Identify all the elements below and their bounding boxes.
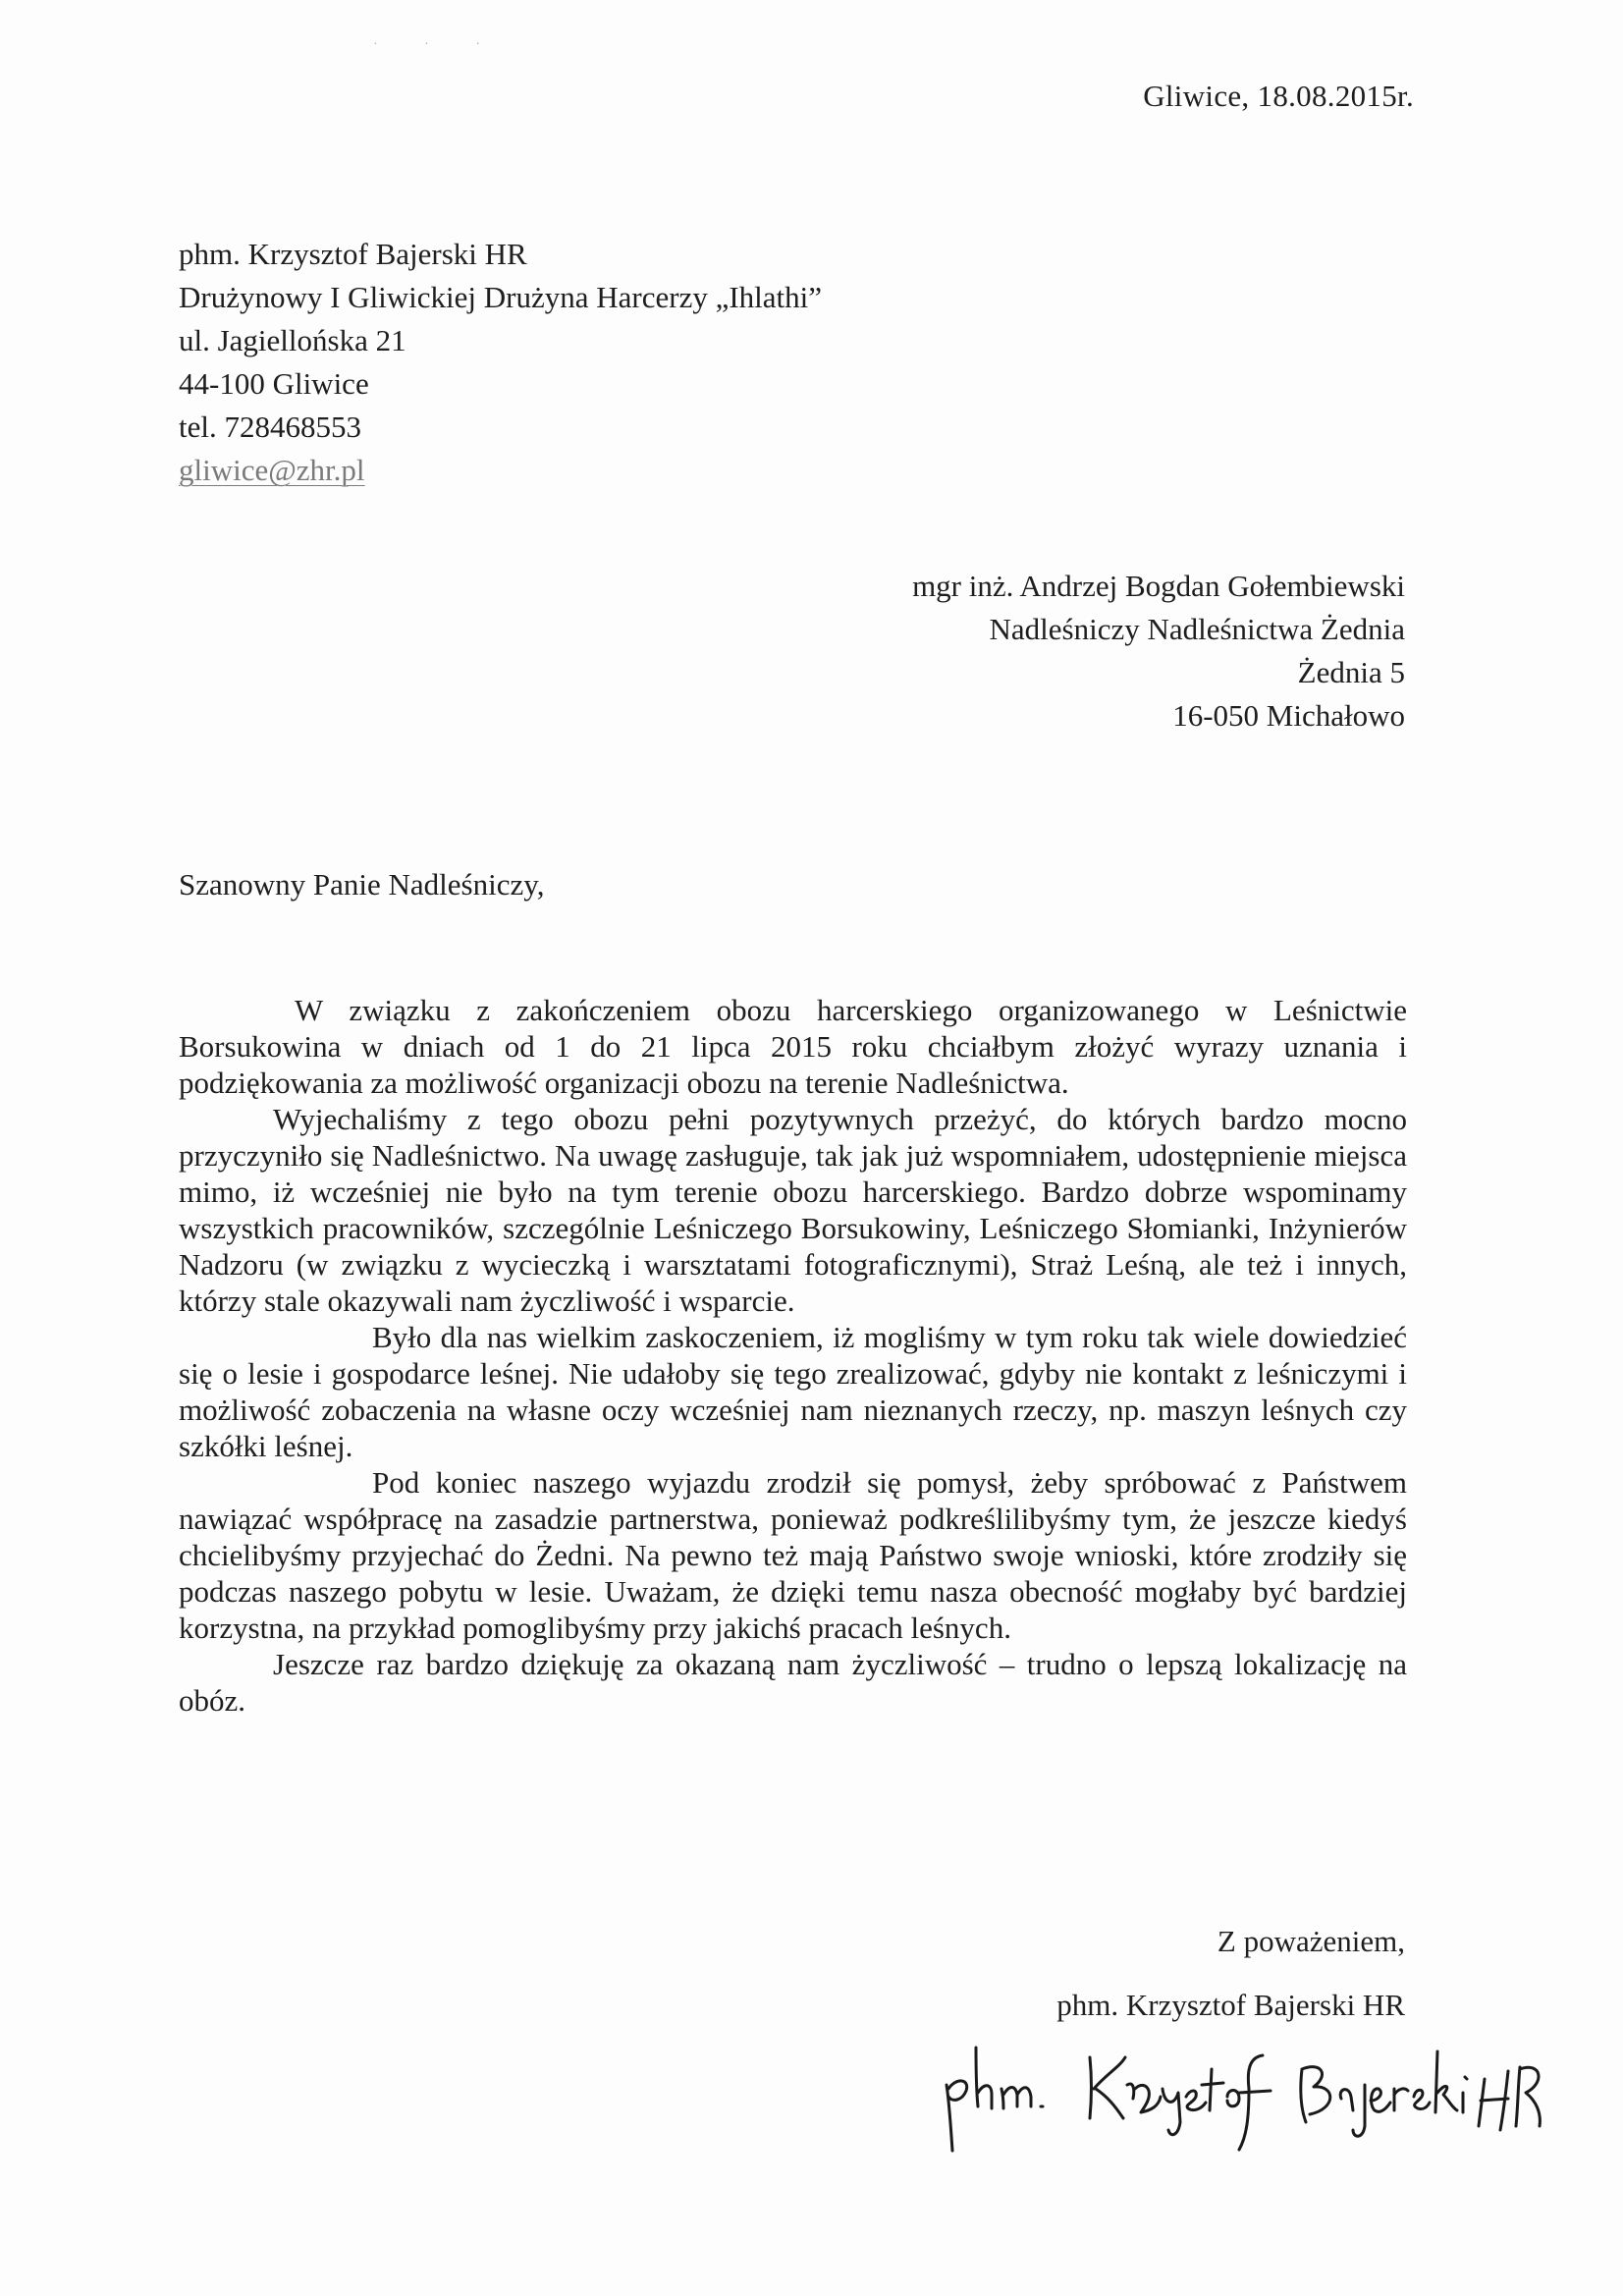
body-paragraph: Wyjechaliśmy z tego obozu pełni pozytywnych przeżyć, do których bardzo mocno przyczyniło się Nadleśnictwo. Na uwagę zasługuje, tak jak już wspomniałem, udostępnienie miejsca mimo, iż wcześniej nie było na tym terenie obozu harcerskiego. Bardzo dobrze wspominamy wszystkich pracowników, szczególnie Leśniczego Borsukowiny, Leśniczego Słomianki, Inżynierów Nadzoru (w związku z wycieczką i warsztatami fotograficznymi), Straż Leśną, ale też i innych, którzy stale okazywali nam życzliwość i wsparcie.: [179, 1102, 1407, 1318]
body-paragraph: W związku z zakończeniem obozu harcerskiego organizowanego w Leśnictwie Borsukowina w dniach od 1 do 21 lipca 2015 roku chciałbym złożyć wyrazy uznania i podziękowania za możliwość organizacji obozu na terenie Nadleśnictwa.: [179, 993, 1407, 1100]
sender-name: phm. Krzysztof Bajerski HR: [179, 237, 527, 271]
closing-phrase: Z poważeniem,: [1217, 1924, 1405, 1958]
body-paragraph: Pod koniec naszego wyjazdu zrodził się pomysł, żeby spróbować z Państwem nawiązać współpracę na zasadzie partnerstwa, ponieważ podkreślilibyśmy tym, że jeszcze kiedyś chcielibyśmy przyjechać do Żedni. Na pewno też mają Państwo swoje wnioski, które zrodziły się podczas naszego pobytu w lesie. Uważam, że dzięki temu nasza obecność mogłaby być bardziej korzystna, na przykład pomoglibyśmy przy jakichś pracach leśnych.: [179, 1465, 1407, 1645]
letter-date: Gliwice, 18.08.2015r.: [1143, 79, 1414, 113]
recipient-city: 16-050 Michałowo: [1172, 698, 1405, 733]
closing-block: [1056, 1920, 1405, 2027]
letter-body: [179, 992, 1407, 1719]
sender-city: 44-100 Gliwice: [179, 366, 369, 401]
body-paragraph: Jeszcze raz bardzo dziękuję za okazaną nam życzliwość – trudno o lepszą lokalizację na obóz.: [179, 1647, 1407, 1718]
body-paragraph: Było dla nas wielkim zaskoczeniem, iż mogliśmy w tym roku tak wiele dowiedzieć się o lesie i gospodarce leśnej. Nie udałoby się tego zrealizować, gdyby nie kontakt z leśniczymi i możliwość zobaczenia na własne oczy wcześniej nam nieznanych rzeczy, np. maszyn leśnych czy szkółki leśnej.: [179, 1320, 1407, 1463]
signature-name: phm. Krzysztof Bajerski HR: [1056, 1988, 1405, 2022]
sender-title: Drużynowy I Gliwickiej Drużyna Harcerzy „Ihlathi”: [179, 280, 823, 314]
recipient-title: Nadleśniczy Nadleśnictwa Żednia: [989, 612, 1405, 646]
sender-phone: tel. 728468553: [179, 410, 361, 444]
salutation: Szanowny Panie Nadleśniczy,: [179, 867, 545, 902]
sender-block: [179, 233, 822, 492]
handwritten-signature: [933, 2028, 1542, 2165]
recipient-street: Żednia 5: [1297, 655, 1405, 689]
recipient-block: [912, 565, 1405, 738]
scan-artifact: · · ·: [373, 37, 502, 52]
sender-email-link[interactable]: gliwice@zhr.pl: [179, 453, 365, 487]
recipient-name: mgr inż. Andrzej Bogdan Gołembiewski: [912, 569, 1405, 603]
sender-street: ul. Jagiellońska 21: [179, 323, 406, 357]
